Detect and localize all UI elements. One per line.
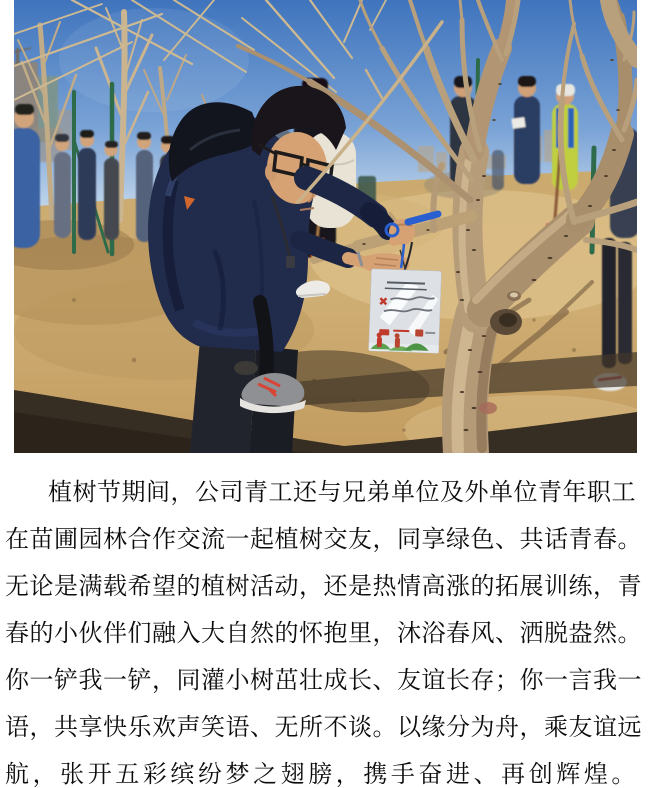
article-char: 同 xyxy=(176,668,201,694)
article-char: 载 xyxy=(103,574,128,600)
article-char: 五 xyxy=(115,762,140,788)
article-char: 弟 xyxy=(366,480,391,506)
article-char: 小 xyxy=(225,668,250,694)
article-char: 。 xyxy=(372,715,397,741)
article-char: 我 xyxy=(593,668,618,694)
article-char: 望 xyxy=(152,574,177,600)
article-char: 交 xyxy=(176,527,201,553)
article-char: 缤 xyxy=(170,762,195,788)
article-char: ， xyxy=(152,668,177,694)
article-char: 膀 xyxy=(308,762,333,788)
article-char: 的 xyxy=(176,574,201,600)
article-char: ， xyxy=(593,574,618,600)
article-char: 不 xyxy=(323,715,348,741)
article-char: 纷 xyxy=(197,762,223,788)
article-char: 融 xyxy=(152,621,177,647)
article-char: ， xyxy=(170,480,195,506)
article-char: 风 xyxy=(470,621,495,647)
article-char: 兄 xyxy=(342,480,367,506)
article-char: 们 xyxy=(127,621,152,647)
article-line-4 xyxy=(5,611,642,658)
article-char: 年 xyxy=(562,480,587,506)
article-char: 动 xyxy=(274,574,299,600)
article-char: 。 xyxy=(617,621,642,647)
article-char: 练 xyxy=(568,574,593,600)
article-char: 青 xyxy=(568,527,593,553)
article-char: 进 xyxy=(446,762,471,788)
article-char: 奋 xyxy=(418,762,443,788)
article-char: 一 xyxy=(544,668,569,694)
article-char: 色 xyxy=(470,527,495,553)
article-char: 、 xyxy=(473,762,499,788)
article-char: 的 xyxy=(29,621,54,647)
article-char: 情 xyxy=(397,574,422,600)
article-char: 拓 xyxy=(495,574,520,600)
article-char: 铲 xyxy=(127,668,152,694)
article-char: 树 xyxy=(299,527,324,553)
article-char: 无 xyxy=(5,574,30,600)
article-char: 外 xyxy=(464,480,489,506)
article-char: 热 xyxy=(372,574,397,600)
article-char: 青 xyxy=(538,480,563,506)
article-char: 翅 xyxy=(280,762,306,788)
article-char: 存 xyxy=(470,668,495,694)
article-char: 享 xyxy=(421,527,446,553)
article-char: 远 xyxy=(617,715,642,741)
article-paragraph xyxy=(5,470,642,788)
article-line-5 xyxy=(5,658,642,705)
article-char: 我 xyxy=(78,668,103,694)
article-char: 职 xyxy=(587,480,612,506)
article-char: 位 xyxy=(415,480,440,506)
article-char: 铲 xyxy=(54,668,79,694)
article-char: 希 xyxy=(127,574,152,600)
article-char: 大 xyxy=(201,621,226,647)
article-char: 再 xyxy=(501,762,526,788)
article-char: 位 xyxy=(513,480,538,506)
article-line-6 xyxy=(5,705,642,752)
article-char: 舟 xyxy=(495,715,520,741)
article-char: 树 xyxy=(72,480,97,506)
article-char: 训 xyxy=(544,574,569,600)
article-char: 期 xyxy=(121,480,146,506)
article-char: 言 xyxy=(568,668,593,694)
article-char: 然 xyxy=(593,621,618,647)
article-char: 及 xyxy=(440,480,465,506)
article-char: 笑 xyxy=(201,715,226,741)
article-char: 你 xyxy=(519,668,544,694)
article-char: 合 xyxy=(127,527,152,553)
photo-figure xyxy=(14,0,637,453)
article-char: 以 xyxy=(397,715,422,741)
article-char: 享 xyxy=(78,715,103,741)
article-char: 脱 xyxy=(544,621,569,647)
article-char: 还 xyxy=(323,574,348,600)
article-char: 的 xyxy=(274,621,299,647)
article-char: 、 xyxy=(495,621,520,647)
article-char: 绿 xyxy=(446,527,471,553)
article-char: 伙 xyxy=(78,621,103,647)
article-char: 声 xyxy=(176,715,201,741)
article-char: 壮 xyxy=(299,668,324,694)
article-char: 。 xyxy=(611,762,636,788)
article-char: ， xyxy=(32,762,58,788)
article-char: 开 xyxy=(87,762,113,788)
article-char: 里 xyxy=(348,621,373,647)
article-char: 欢 xyxy=(152,715,177,741)
article-line-7 xyxy=(5,752,636,788)
article-char: 语 xyxy=(225,715,250,741)
article-char: 为 xyxy=(470,715,495,741)
article-char: 是 xyxy=(54,574,79,600)
article-char: 沐 xyxy=(397,621,422,647)
article-char: 之 xyxy=(253,762,278,788)
article-char: 工 xyxy=(268,480,293,506)
article-char: ， xyxy=(372,527,397,553)
article-char: ， xyxy=(299,574,324,600)
article-char: 携 xyxy=(363,762,388,788)
article-char: 手 xyxy=(390,762,416,788)
article-char: 司 xyxy=(219,480,244,506)
article-char: 节 xyxy=(97,480,122,506)
article-char: 语 xyxy=(5,715,30,741)
article-char: 乐 xyxy=(127,715,152,741)
article-char: 树 xyxy=(225,574,250,600)
article-char: 、 xyxy=(250,715,275,741)
article-char: 分 xyxy=(446,715,471,741)
article-char: ， xyxy=(29,715,54,741)
tree-planting-photo xyxy=(14,0,637,453)
article-char: 。 xyxy=(617,527,642,553)
article-char: 圃 xyxy=(54,527,79,553)
article-char: 单 xyxy=(489,480,514,506)
article-char: 煌 xyxy=(583,762,609,788)
article-char: 在 xyxy=(5,527,30,553)
article-line-3 xyxy=(5,564,642,611)
article-char: 缘 xyxy=(421,715,446,741)
article-char: 茁 xyxy=(274,668,299,694)
article-char: 你 xyxy=(5,668,30,694)
article-char: ， xyxy=(372,621,397,647)
article-char: 的 xyxy=(470,574,495,600)
article-char: 谈 xyxy=(348,715,373,741)
article-char: 植 xyxy=(48,480,73,506)
article-char: 谊 xyxy=(593,715,618,741)
article-char: 与 xyxy=(317,480,342,506)
article-char: 青 xyxy=(617,574,642,600)
article-char: 还 xyxy=(293,480,318,506)
article-char: 共 xyxy=(519,527,544,553)
article-char: 、 xyxy=(372,668,397,694)
article-char: 春 xyxy=(5,621,30,647)
article-char: 洒 xyxy=(519,621,544,647)
article-char: ， xyxy=(519,715,544,741)
article-char: 长 xyxy=(446,668,471,694)
article-char: 展 xyxy=(519,574,544,600)
article-char: 春 xyxy=(446,621,471,647)
article-char: ， xyxy=(335,762,361,788)
article-char: 林 xyxy=(103,527,128,553)
article-char: 同 xyxy=(397,527,422,553)
article-char: 一 xyxy=(29,668,54,694)
article-char: 一 xyxy=(617,668,642,694)
article-char: 张 xyxy=(60,762,85,788)
article-char: 入 xyxy=(176,621,201,647)
article-char: 作 xyxy=(152,527,177,553)
article-char: 所 xyxy=(299,715,324,741)
article-char: 交 xyxy=(323,527,348,553)
article-char: 灌 xyxy=(201,668,226,694)
article-char: 一 xyxy=(103,668,128,694)
article-char: 园 xyxy=(78,527,103,553)
article-char: 植 xyxy=(274,527,299,553)
article-char: 浴 xyxy=(421,621,446,647)
article-char: ； xyxy=(495,668,520,694)
article-char: 公 xyxy=(195,480,220,506)
article-char: 然 xyxy=(250,621,275,647)
article-char: 抱 xyxy=(323,621,348,647)
article-char: 单 xyxy=(391,480,416,506)
article-char: 、 xyxy=(495,527,520,553)
article-char: 自 xyxy=(225,621,250,647)
article-char: 乘 xyxy=(544,715,569,741)
article-char: 无 xyxy=(274,715,299,741)
article-char: 春 xyxy=(593,527,618,553)
article-line-1 xyxy=(5,470,636,517)
article-char: 是 xyxy=(348,574,373,600)
article-char: 成 xyxy=(323,668,348,694)
article-char: 怀 xyxy=(299,621,324,647)
article-line-2 xyxy=(5,517,642,564)
article-char: 友 xyxy=(348,527,373,553)
article-char: 工 xyxy=(611,480,636,506)
article-char: 间 xyxy=(146,480,171,506)
article-char: 流 xyxy=(201,527,226,553)
article-char: 青 xyxy=(244,480,269,506)
article-char: 苗 xyxy=(29,527,54,553)
article-char: 满 xyxy=(78,574,103,600)
article-char: 谊 xyxy=(421,668,446,694)
article-char: 伴 xyxy=(103,621,128,647)
article-char: 起 xyxy=(250,527,275,553)
article-char: 航 xyxy=(5,762,30,788)
article-char: 长 xyxy=(348,668,373,694)
article-char: 植 xyxy=(201,574,226,600)
article-char: 小 xyxy=(54,621,79,647)
article-char: 创 xyxy=(528,762,554,788)
article-char: 友 xyxy=(397,668,422,694)
article-char: 梦 xyxy=(225,762,250,788)
article-char: 盎 xyxy=(568,621,593,647)
article-char: 话 xyxy=(544,527,569,553)
article-char: 友 xyxy=(568,715,593,741)
article-char: 树 xyxy=(250,668,275,694)
article-char: 共 xyxy=(54,715,79,741)
article-char: 辉 xyxy=(556,762,581,788)
article-char: 论 xyxy=(29,574,54,600)
article-char: 活 xyxy=(250,574,275,600)
article-char: 彩 xyxy=(142,762,168,788)
article-char: 快 xyxy=(103,715,128,741)
article-char: 一 xyxy=(225,527,250,553)
article-char: 高 xyxy=(421,574,446,600)
article-char: 涨 xyxy=(446,574,471,600)
